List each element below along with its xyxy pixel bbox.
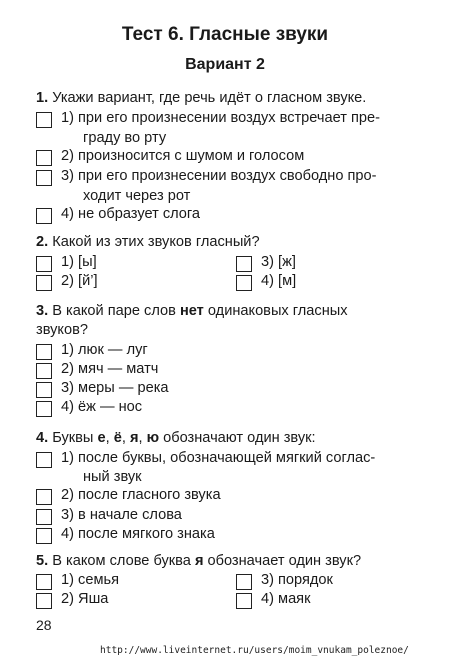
- answer-option: 2) мяч — матч: [61, 361, 159, 377]
- answer-option: 2) произносится с шумом и голосом: [61, 148, 305, 164]
- question-number: 2.: [36, 234, 49, 250]
- answer-checkbox[interactable]: [36, 363, 52, 379]
- answer-option: 1) семья: [61, 572, 119, 588]
- letter-yu: ю: [146, 430, 160, 446]
- question-text: обозначают один звук:: [159, 430, 316, 446]
- question-text: Укажи вариант, где речь идёт о гласном звуке.: [52, 90, 367, 106]
- answer-option-continuation: ходит через рот: [83, 188, 191, 204]
- answer-checkbox[interactable]: [236, 256, 252, 272]
- answer-checkbox[interactable]: [36, 150, 52, 166]
- letter-ya: я: [194, 553, 204, 569]
- answer-checkbox[interactable]: [36, 452, 52, 468]
- answer-option: 3) порядок: [261, 572, 333, 588]
- answer-checkbox[interactable]: [236, 275, 252, 291]
- question-2: [36, 233, 426, 252]
- question-1: [36, 89, 426, 108]
- answer-checkbox[interactable]: [36, 401, 52, 417]
- question-text: В каком слове буква: [52, 553, 195, 569]
- question-text: В какой паре слов: [52, 303, 180, 319]
- answer-option: 3) при его произнесении воздух свободно про-: [61, 168, 377, 184]
- variant-heading: Вариант 2: [185, 56, 265, 73]
- answer-option: 4) маяк: [261, 591, 311, 607]
- answer-checkbox[interactable]: [36, 112, 52, 128]
- question-4: [36, 429, 426, 448]
- page-title: Тест 6. Гласные звуки: [121, 24, 329, 45]
- question-text: Какой из этих звуков гласный?: [52, 234, 260, 250]
- answer-option: 4) после мягкого знака: [61, 526, 215, 542]
- question-number: 3.: [36, 303, 49, 319]
- answer-checkbox[interactable]: [36, 489, 52, 505]
- answer-option: 3) меры — река: [61, 380, 169, 396]
- question-text: Буквы: [52, 430, 98, 446]
- answer-option: 2) после гласного звука: [61, 487, 221, 503]
- answer-option: 1) люк — луг: [61, 342, 148, 358]
- answer-option: 4) [м]: [261, 273, 297, 289]
- answer-option-continuation: ный звук: [83, 469, 142, 485]
- answer-option: 2) [й’]: [61, 273, 98, 289]
- answer-option: 1) после буквы, обозначающей мягкий соглас-: [61, 450, 376, 466]
- question-emphasis: нет: [179, 303, 204, 319]
- question-number: 5.: [36, 553, 49, 569]
- answer-option: 1) [ы]: [61, 254, 97, 270]
- source-url-watermark: http://www.liveinternet.ru/users/moim_vnukam_poleznoe/: [100, 645, 409, 656]
- answer-option-continuation: граду во рту: [83, 130, 167, 146]
- question-text: одинаковых гласных: [203, 303, 348, 319]
- answer-option: 3) [ж]: [261, 254, 296, 270]
- answer-option: 3) в начале слова: [61, 507, 182, 523]
- comma: ,: [105, 430, 114, 446]
- answer-checkbox[interactable]: [36, 256, 52, 272]
- answer-checkbox[interactable]: [36, 382, 52, 398]
- answer-checkbox[interactable]: [36, 528, 52, 544]
- answer-checkbox[interactable]: [36, 170, 52, 186]
- question-number: 4.: [36, 430, 49, 446]
- answer-option: 4) не образует слога: [61, 206, 201, 222]
- answer-checkbox[interactable]: [36, 275, 52, 291]
- question-5: [36, 552, 426, 571]
- answer-checkbox[interactable]: [36, 509, 52, 525]
- letter-yo: ё: [113, 430, 122, 446]
- page-number: 28: [36, 617, 52, 633]
- answer-option: 1) при его произнесении воздух встречает пре-: [61, 110, 381, 126]
- letter-ya: я: [129, 430, 139, 446]
- question-text: обозначает один звук?: [203, 553, 362, 569]
- answer-option: 2) Яша: [61, 591, 109, 607]
- question-3: [36, 302, 426, 340]
- answer-checkbox[interactable]: [236, 574, 252, 590]
- answer-option: 4) ёж — нос: [61, 399, 143, 415]
- comma: ,: [121, 430, 130, 446]
- answer-checkbox[interactable]: [236, 593, 252, 609]
- question-number: 1.: [36, 90, 49, 106]
- answer-checkbox[interactable]: [36, 344, 52, 360]
- answer-checkbox[interactable]: [36, 593, 52, 609]
- answer-checkbox[interactable]: [36, 208, 52, 224]
- letter-e: е: [97, 430, 106, 446]
- answer-checkbox[interactable]: [36, 574, 52, 590]
- question-text-line2: звуков?: [36, 322, 88, 338]
- comma: ,: [138, 430, 147, 446]
